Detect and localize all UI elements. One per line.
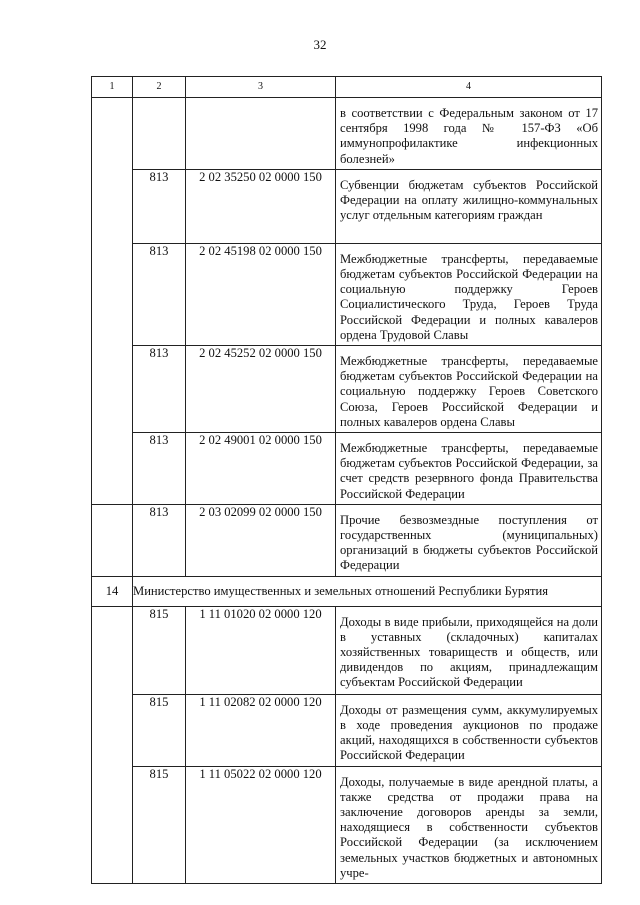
revenue-code-cell: 1 11 05022 02 0000 120 xyxy=(186,766,336,883)
column-header: 1 xyxy=(92,77,133,98)
admin-code-cell: 813 xyxy=(133,243,186,345)
department-number: 14 xyxy=(92,576,133,606)
column-header: 2 xyxy=(133,77,186,98)
table-row xyxy=(92,766,602,883)
admin-code-cell: 815 xyxy=(133,606,186,694)
table-row xyxy=(92,433,602,505)
revenue-description: Межбюджетные трансферты, передаваемые бюджетам субъектов Российской Федерации на социальную поддержку Героев Социалистического Труда, Героев Труда Российской Федерации и полных кавалеров ордена Трудовой Славы xyxy=(340,251,598,342)
table-row xyxy=(92,169,602,243)
revenue-code-cell: 2 02 45198 02 0000 150 xyxy=(186,243,336,345)
department-name: Министерство имущественных и земельных отношений Республики Бурятия xyxy=(133,576,602,606)
column-header: 4 xyxy=(336,77,602,98)
table-row xyxy=(92,98,602,170)
page-number: 32 xyxy=(313,37,327,52)
revenue-code-cell: 2 02 45252 02 0000 150 xyxy=(186,346,336,433)
revenue-description: Доходы в виде прибыли, приходящейся на доли в уставных (складочных) капиталах хозяйственных товариществ и обществ, или дивидендов по акциям, принадлежащим субъектам Российской Федерации xyxy=(340,614,598,690)
admin-code-cell: 813 xyxy=(133,504,186,576)
admin-code-cell xyxy=(133,98,186,170)
table-header-row xyxy=(92,77,602,98)
revenue-description: Доходы, получаемые в виде арендной платы, а также средства от продажи права на заключение договоров аренды за земли, находящиеся в собственности субъектов Российской Федерации (за исключением земельных участков бюджетных и автономных учре- xyxy=(340,774,598,880)
column-header: 3 xyxy=(186,77,336,98)
revenue-description: в соответствии с Федеральным законом от 17 сентября 1998 года № 157-ФЗ «Об иммунопрофилактике инфекционных болезней» xyxy=(340,106,598,166)
admin-code-cell: 813 xyxy=(133,346,186,433)
revenue-code-cell: 2 03 02099 02 0000 150 xyxy=(186,504,336,576)
revenue-code-cell: 1 11 01020 02 0000 120 xyxy=(186,606,336,694)
revenue-code-cell xyxy=(186,98,336,170)
table-row xyxy=(92,606,602,694)
revenue-codes-table xyxy=(91,76,602,884)
table-row xyxy=(92,243,602,345)
revenue-code-cell: 1 11 02082 02 0000 120 xyxy=(186,694,336,766)
admin-code-cell: 815 xyxy=(133,766,186,883)
revenue-code-cell: 2 02 49001 02 0000 150 xyxy=(186,433,336,505)
group-number-cell xyxy=(92,606,133,883)
department-row xyxy=(92,576,602,606)
admin-code-cell: 813 xyxy=(133,169,186,243)
revenue-description: Прочие безвозмездные поступления от государственных (муниципальных) организаций в бюджеты субъектов Российской Федерации xyxy=(340,512,598,573)
revenue-description: Субвенции бюджетам субъектов Российской Федерации на оплату жилищно-коммунальных услуг отдельным категориям граждан xyxy=(340,177,598,223)
table-row xyxy=(92,694,602,766)
revenue-description: Межбюджетные трансферты, передаваемые бюджетам субъектов Российской Федерации, за счет средств резервного фонда Правительства Российской Федерации xyxy=(340,441,598,501)
group-number-cell xyxy=(92,98,133,505)
admin-code-cell: 815 xyxy=(133,694,186,766)
table-row xyxy=(92,504,602,576)
group-number-cell xyxy=(92,504,133,576)
revenue-description: Доходы от размещения сумм, аккумулируемых в ходе проведения аукционов по продаже акций, находящихся в собственности субъектов Российской Федерации xyxy=(340,702,598,763)
revenue-code-cell: 2 02 35250 02 0000 150 xyxy=(186,169,336,243)
admin-code-cell: 813 xyxy=(133,433,186,505)
revenue-description: Межбюджетные трансферты, передаваемые бюджетам субъектов Российской Федерации на социальную поддержку Героев Советского Союза, Героев Российской Федерации и полных кавалеров ордена Славы xyxy=(340,354,598,429)
table-row xyxy=(92,346,602,433)
